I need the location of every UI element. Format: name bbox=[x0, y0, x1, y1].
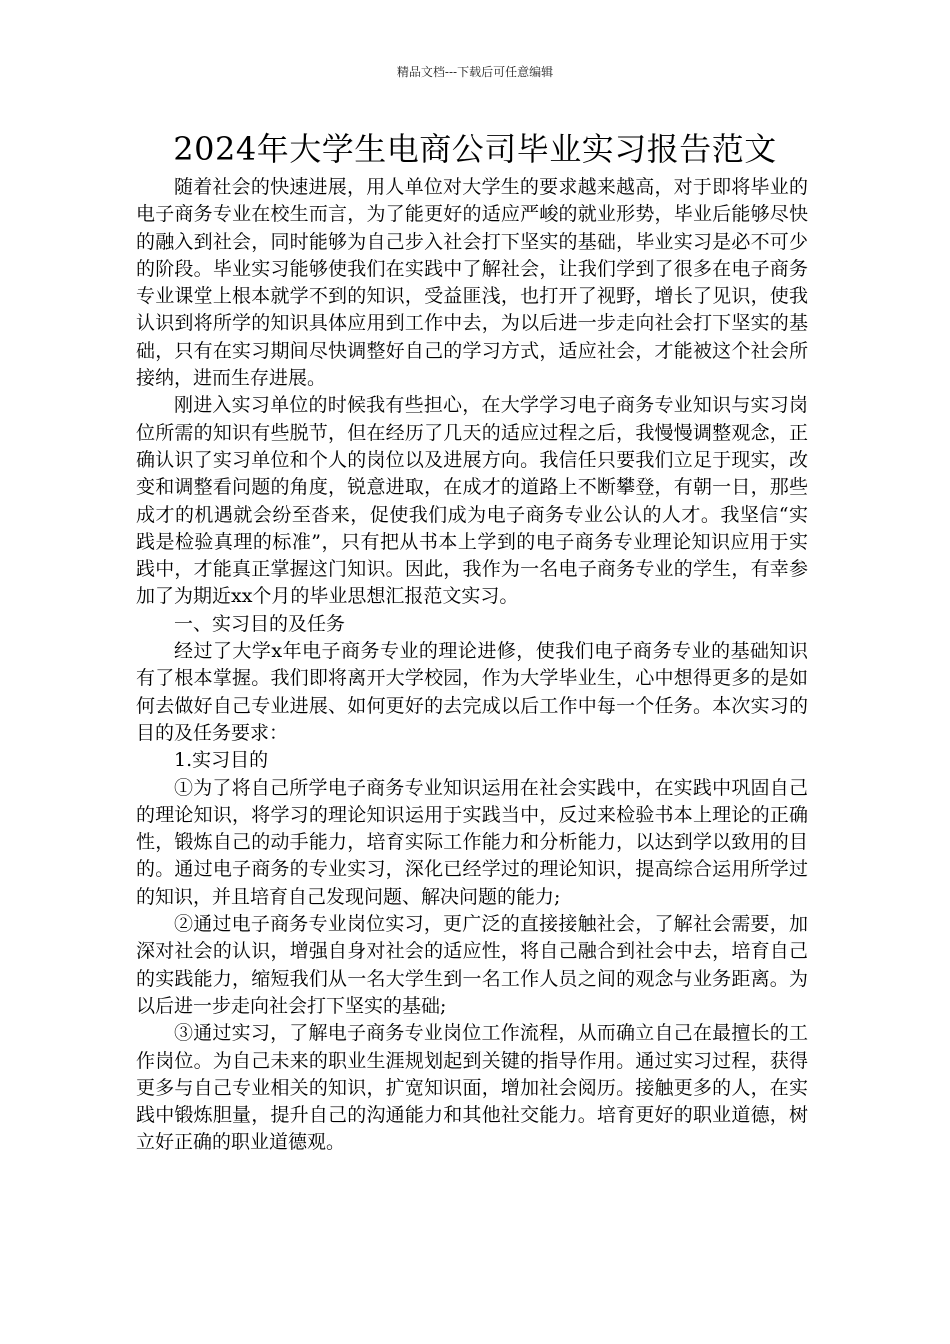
paragraph-intro: 随着社会的快速进展，用人单位对大学生的要求越来越高，对于即将毕业的电子商务专业在校生而言，为了能更好的适应严峻的就业形势，毕业后能够尽快的融入到社会，同时能够为自己步入社会打下坚实的基础，毕业实习是必不可少的阶段。毕业实习能够使我们在实践中了解社会，让我们学到了很多在电子商务专业课堂上根本就学不到的知识，受益匪浅，也打开了视野，增长了见识，使我认识到将所学的知识具体应用到工作中去，为以后进一步走向社会打下坚实的基础，只有在实习期间尽快调整好自己的学习方式，适应社会，才能被这个社会所接纳，进而生存进展。 bbox=[136, 176, 808, 390]
document-body bbox=[136, 174, 808, 1157]
paragraph-purpose-intro: 经过了大学x年电子商务专业的理论进修，使我们电子商务专业的基础知识有了根本掌握。我们即将离开大学校园，作为大学毕业生，心中想得更多的是如何去做好自己专业进展、如何更好的去完成以后工作中每一个任务。本次实习的目的及任务要求： bbox=[136, 640, 808, 744]
paragraph-purpose-item-2: ②通过电子商务专业岗位实习，更广泛的直接接触社会，了解社会需要，加深对社会的认识，增强自身对社会的适应性，将自己融合到社会中去，培育自己的实践能力，缩短我们从一名大学生到一名工作人员之间的观念与业务距离。为以后进一步走向社会打下坚实的基础; bbox=[136, 913, 808, 1017]
paragraph-purpose-item-3: ③通过实习，了解电子商务专业岗位工作流程，从而确立自己在最擅长的工作岗位。为自己未来的职业生涯规划起到关键的指导作用。通过实习过程，获得更多与自己专业相关的知识，扩宽知识面，增加社会阅历。接触更多的人，在实践中锻炼胆量，提升自己的沟通能力和其他社交能力。培育更好的职业道德，树立好正确的职业道德观。 bbox=[136, 1022, 808, 1154]
paragraph-purpose-item-1: ①为了将自己所学电子商务专业知识运用在社会实践中，在实践中巩固自己的理论知识，将学习的理论知识运用于实践当中，反过来检验书本上理论的正确性，锻炼自己的动手能力，培育实际工作能力和分析能力，以达到学以致用的目的。通过电子商务的专业实习，深化已经学过的理论知识，提高综合运用所学过的知识，并且培育自己发现问题、解决问题的能力; bbox=[136, 776, 808, 908]
section-heading-purpose-and-tasks: 一、实习目的及任务 bbox=[174, 612, 346, 635]
subsection-heading-purpose: 1.实习目的 bbox=[174, 749, 269, 772]
header-note: 精品文档---下载后可任意编辑 bbox=[396, 65, 554, 79]
document-title: 2024年大学生电商公司毕业实习报告范文 bbox=[173, 130, 777, 168]
paragraph-adaptation: 刚进入实习单位的时候我有些担心，在大学学习电子商务专业知识与实习岗位所需的知识有些脱节，但在经历了几天的适应过程之后，我慢慢调整观念，正确认识了实习单位和个人的岗位以及进展方向。我信任只要我们立足于现实，改变和调整看问题的角度，锐意进取，在成才的道路上不断攀登，有朝一日，那些成才的机遇就会纷至沓来，促使我们成为电子商务专业公认的人才。我坚信“实践是检验真理的标准”，只有把从书本上学到的电子商务专业理论知识应用于实践中，才能真正掌握这门知识。因此，我作为一名电子商务专业的学生，有幸参加了为期近xx个月的毕业思想汇报范文实习。 bbox=[136, 394, 808, 608]
